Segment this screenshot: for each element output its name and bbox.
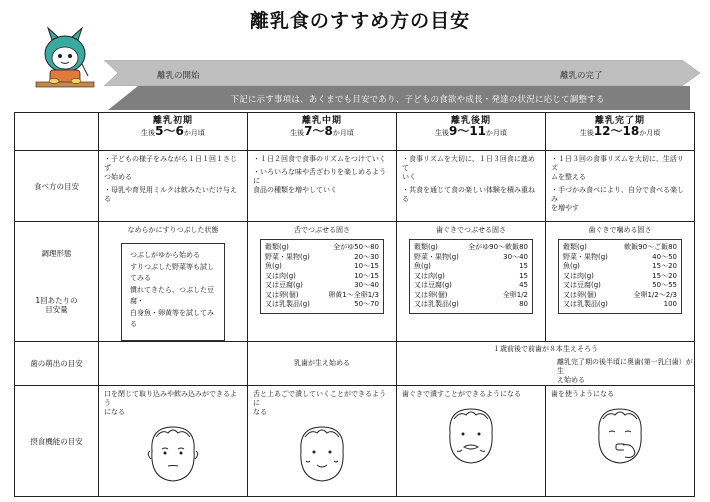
baby-face-gum-chewing-illustration (440, 403, 502, 469)
amount-box: 穀類(g) 全がゆ50〜80 野菜・果物(g) 20〜30 魚(g) 10〜15 又は肉(g) 10〜15 又は豆腐(g) 30〜40 又は卵(個) 卵黄1〜全卵1/3 又は乳製品(g) 50〜70 (260, 239, 384, 314)
stage-header-complete: 離乳完了期 生後12〜18か月頃 (546, 113, 695, 151)
teeth-cell-span (397, 342, 695, 386)
page-title: 離乳食のすすめ方の目安 (249, 10, 471, 32)
teeth-span-text: １歳前後で前歯が８本生えそろう (493, 345, 598, 353)
amount-box: つぶしがゆから始める すりつぶした野菜等も試してみる 慣れてきたら、つぶした豆腐・ 白身魚・卵黄等を試してみる (121, 243, 225, 341)
feeding-cell: 歯を使うようになる (546, 386, 695, 497)
form-amount-cell (99, 222, 248, 342)
arrow-start-label: 離乳の開始 (157, 71, 200, 81)
form-text: なめらかにすりつぶした状態 (127, 226, 219, 234)
teeth-cell (99, 342, 248, 386)
weaning-table (14, 112, 695, 497)
form-text: 歯ぐきで噛める固さ (588, 226, 652, 234)
row-header-amount: 1回あたりの 目安量 (35, 296, 78, 314)
form-amount-cell (546, 222, 695, 342)
amount-box: 穀類(g) 全がゆ90〜軟飯80 野菜・果物(g) 30〜40 魚(g) 15 又は肉(g) 15 又は豆腐(g) 45 又は卵(個) 全卵1/2 又は乳製品(g) 80 (409, 239, 533, 314)
form-text: 舌でつぶせる固さ (294, 226, 350, 234)
row-header-feeding: 摂食機能の目安 (15, 386, 99, 497)
eating-cell: ・子どもの様子をみながら１日１回１さじず つ始める ・母乳や育児用ミルクは飲みたいだけ与える (99, 151, 248, 222)
row-header-eating: 食べ方の目安 (15, 151, 99, 222)
row-header-form: 調理形態 (41, 249, 72, 258)
eating-cell: ・１日２回食で食事のリズムをつけていく ・いろいろな味や舌ざわりを楽しめるように 食品の種類を増やしていく (248, 151, 397, 222)
eating-cell: ・１日３回の食事リズムを大切に、生活リズ ムを整える ・手づかみ食べにより、自分で食べる楽しみ を増やす (546, 151, 695, 222)
mascot-illustration (30, 26, 100, 96)
note-banner: 下記に示す事項は、あくまでも目安であり、子どもの食欲や成長・発達の状況に応じて調整する (230, 95, 605, 105)
arrow-end-label: 離乳の完了 (560, 71, 603, 81)
stage-header-late: 離乳後期 生後9〜11か月頃 (397, 113, 546, 151)
stage-header-middle: 離乳中期 生後7〜8か月頃 (248, 113, 397, 151)
feeding-cell: 歯ぐきで潰すことができるようになる (397, 386, 546, 497)
form-text: 歯ぐきでつぶせる固さ (436, 226, 506, 234)
row-header-form-amount (15, 222, 99, 342)
row-header-teeth: 歯の萌出の目安 (15, 342, 99, 386)
form-amount-cell (397, 222, 546, 342)
stage-header-early: 離乳初期 生後5〜6か月頃 (99, 113, 248, 151)
feeding-cell: 口を閉じて取り込みや飲み込みができるよう になる (99, 386, 248, 497)
baby-face-teeth-illustration (589, 403, 651, 469)
feeding-cell: 舌と上あごで潰していくことができるように なる (248, 386, 397, 497)
baby-face-chewing-illustration (291, 421, 353, 485)
corner-cell (15, 113, 99, 151)
baby-face-closed-mouth-illustration (142, 421, 204, 487)
teeth-cell: 乳歯が生え始める (248, 342, 397, 386)
teeth-complete-text: 離乳完了期の後半頃に奥歯(第一乳臼歯）が生 え始める (557, 358, 693, 384)
amount-box: 穀類(g) 軟飯90〜ご飯80 野菜・果物(g) 40〜50 魚(g) 15〜20 又は肉(g) 15〜20 又は豆腐(g) 50〜55 又は卵(個) 全卵1/2〜2/3 又は乳製品(g) 100 (558, 239, 682, 314)
eating-cell: ・食事リズムを大切に、１日３回食に進めて いく ・共食を通じて食の楽しい体験を積み重ねる (397, 151, 546, 222)
form-amount-cell (248, 222, 397, 342)
